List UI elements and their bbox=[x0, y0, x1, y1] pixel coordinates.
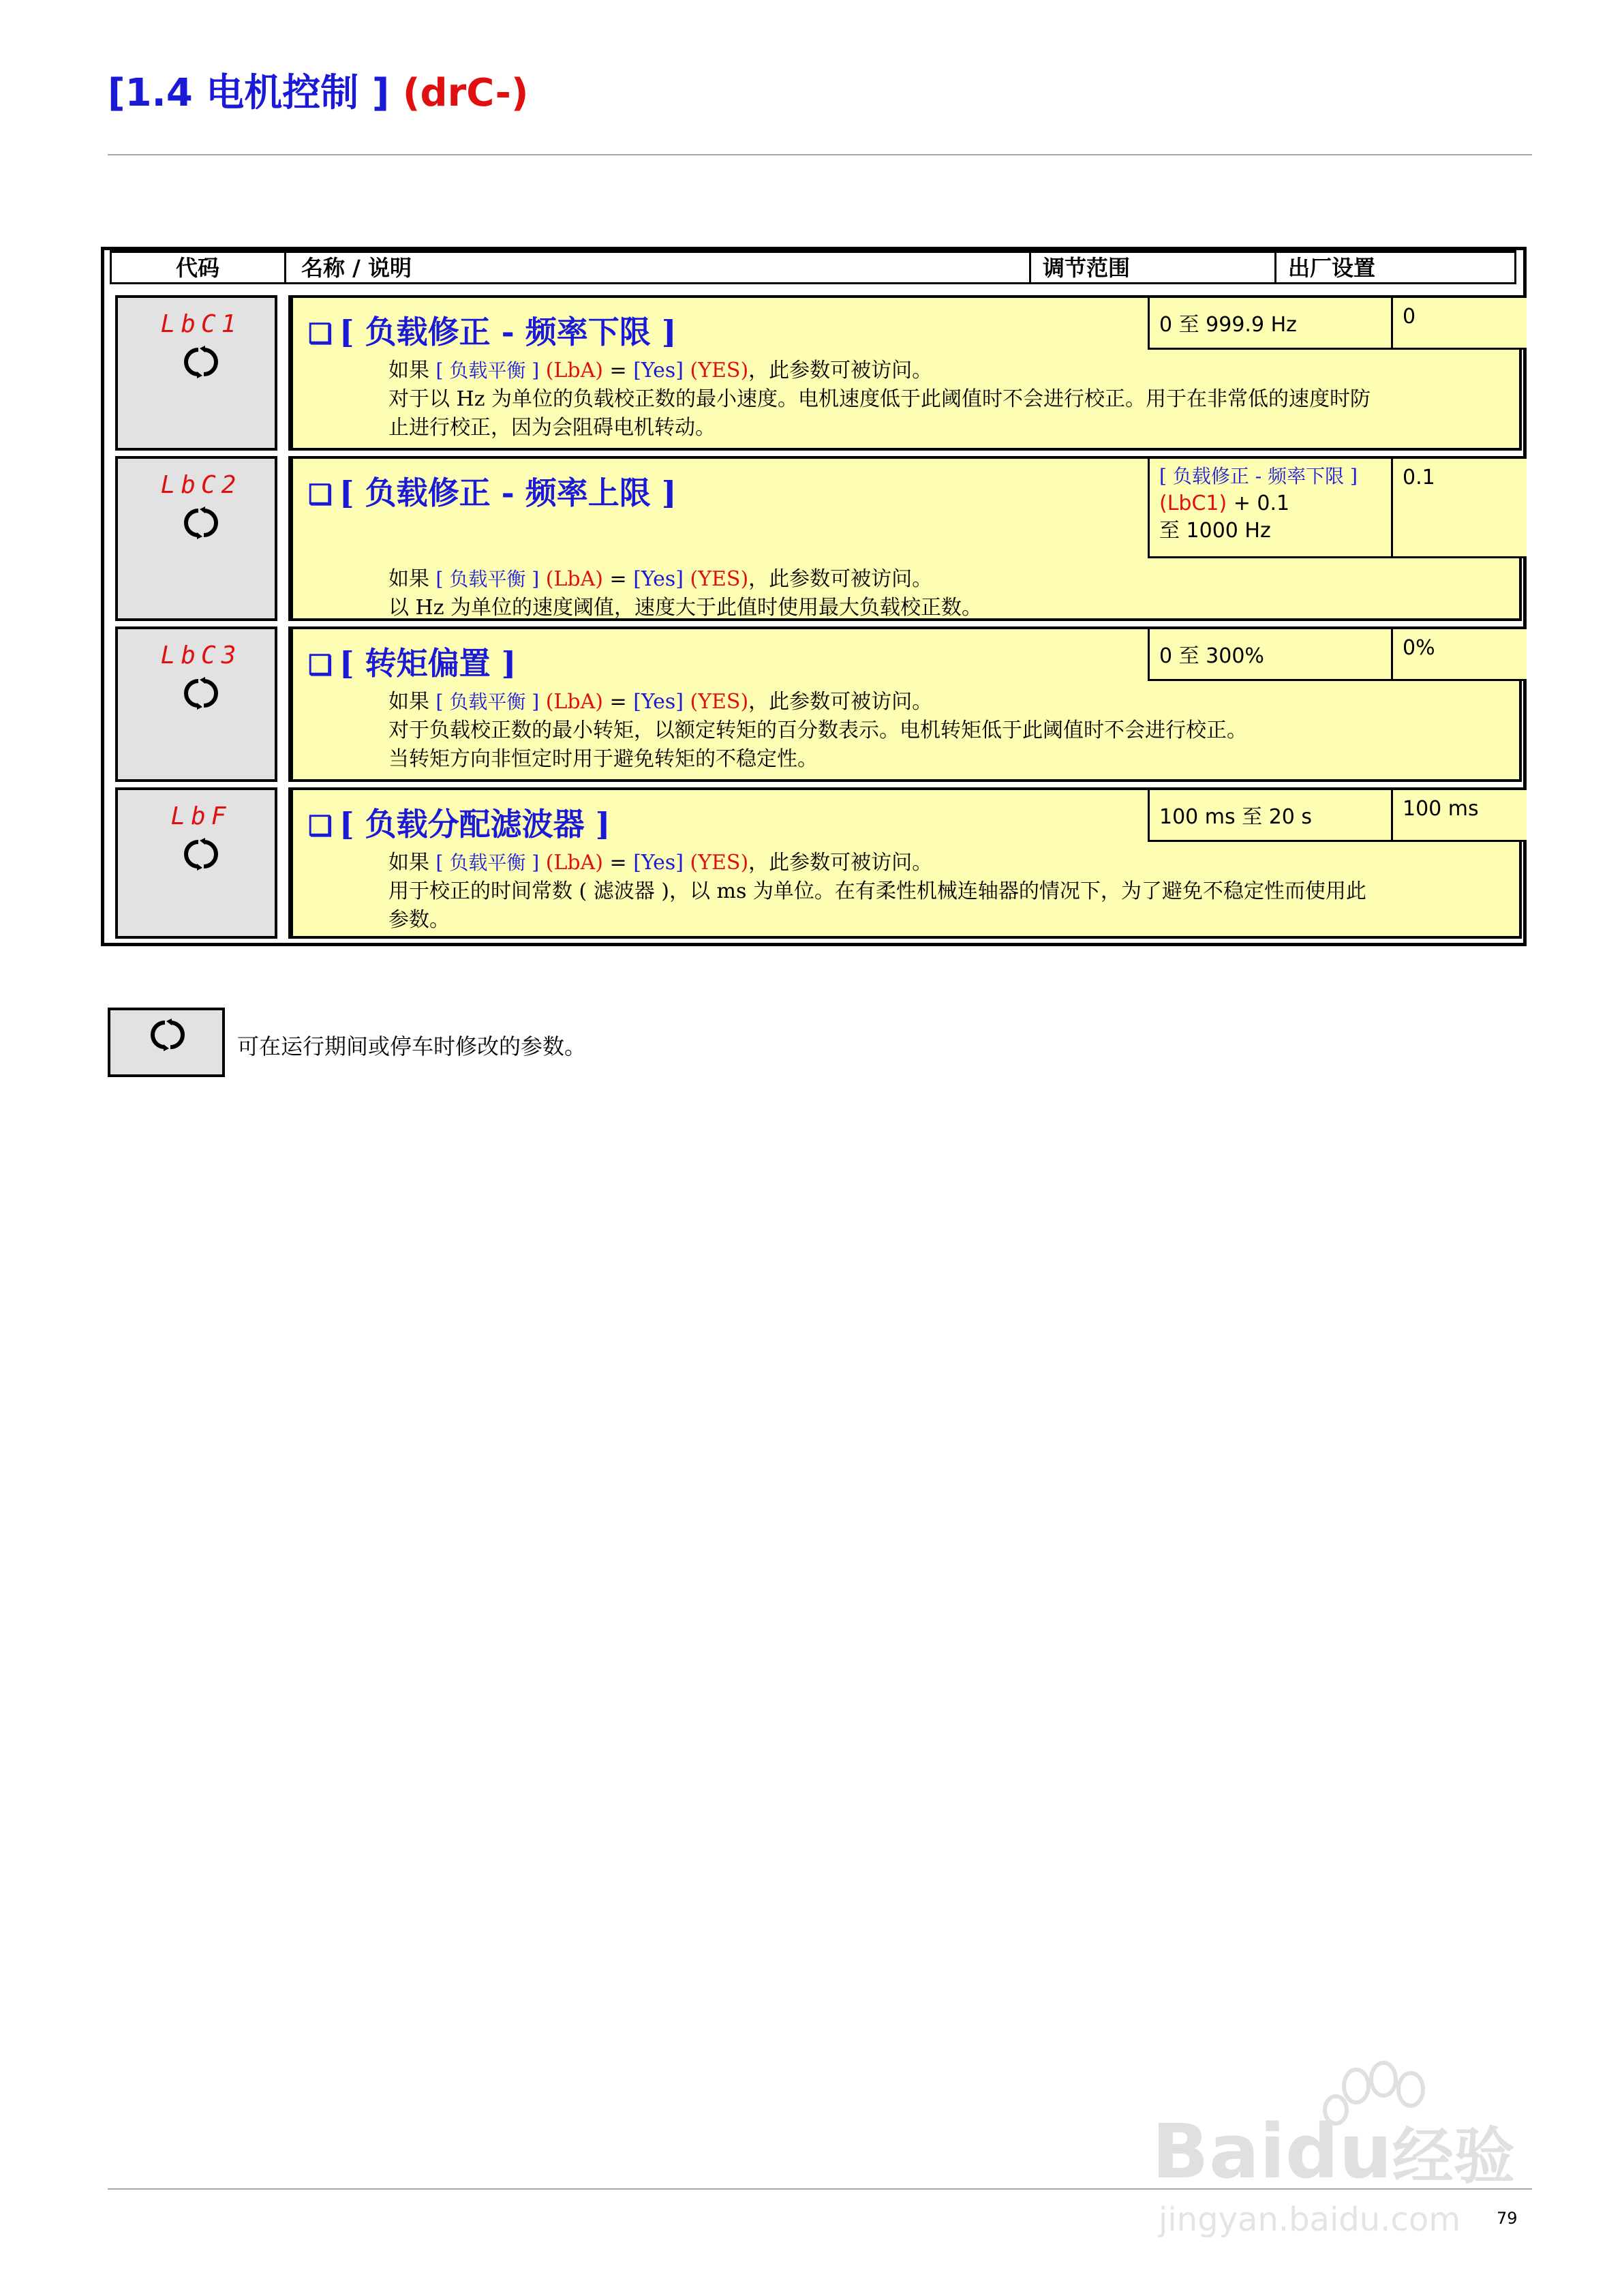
run-cycle-icon bbox=[150, 1017, 185, 1053]
range-cell: [ 负载修正 - 频率下限 ] (LbC1) + 0.1 至 1000 Hz bbox=[1148, 456, 1393, 558]
description-line: 对于负载校正数的最小转矩，以额定转矩的百分数表示。电机转矩低于此阈值时不会进行校正。 bbox=[388, 719, 1247, 742]
parameter-name: ❑ [ 负载分配滤波器 ] bbox=[308, 806, 611, 843]
range-cell bbox=[1148, 787, 1393, 842]
column-header-name: 名称 / 说明 bbox=[301, 255, 412, 281]
description-line: 参数。 bbox=[388, 908, 450, 932]
watermark-url: jingyan.baidu.com bbox=[1159, 2201, 1460, 2239]
run-cycle-icon bbox=[183, 505, 219, 541]
description-cell bbox=[288, 456, 1522, 621]
table-row bbox=[115, 787, 1522, 939]
column-header-code: 代码 bbox=[176, 255, 220, 281]
access-condition: 如果 [ 负载平衡 ] (LbA) = [Yes] (YES)，此参数可被访问。 bbox=[388, 567, 933, 591]
run-cycle-icon bbox=[183, 344, 219, 380]
run-cycle-icon bbox=[183, 676, 219, 711]
range-value: 0 至 300% bbox=[1159, 644, 1264, 668]
watermark-brand: Baidu经验 bbox=[1152, 2108, 1515, 2195]
legend-text: 可在运行期间或停车时修改的参数。 bbox=[237, 1033, 587, 1059]
description-line: 止进行校正，因为会阻碍电机转动。 bbox=[388, 416, 716, 440]
column-divider bbox=[1029, 253, 1031, 283]
parameter-name: ❑ [ 负载修正 - 频率下限 ] bbox=[308, 314, 677, 350]
code-cell bbox=[115, 456, 277, 621]
column-header-default: 出厂设置 bbox=[1288, 255, 1376, 281]
table-row bbox=[115, 456, 1522, 621]
parameter-table bbox=[101, 247, 1527, 946]
default-cell bbox=[1391, 456, 1527, 558]
header-divider bbox=[108, 154, 1532, 155]
access-condition: 如果 [ 负载平衡 ] (LbA) = [Yes] (YES)，此参数可被访问。 bbox=[388, 690, 933, 714]
title-code: (drC-) bbox=[402, 71, 529, 115]
checkbox-icon: ❑ bbox=[308, 479, 333, 511]
description-cell bbox=[288, 787, 1522, 939]
description-cell bbox=[288, 626, 1522, 782]
description-cell bbox=[288, 295, 1522, 451]
checkbox-icon: ❑ bbox=[308, 318, 333, 350]
table-header bbox=[110, 250, 1516, 284]
range-cell bbox=[1148, 295, 1393, 350]
page-number: 79 bbox=[1497, 2209, 1518, 2228]
baidu-watermark bbox=[1152, 2059, 1533, 2263]
run-cycle-icon bbox=[183, 836, 219, 872]
range-value: 100 ms 至 20 s bbox=[1159, 805, 1313, 829]
description-line: 当转矩方向非恒定时用于避免转矩的不稳定性。 bbox=[388, 747, 818, 771]
default-value: 100 ms bbox=[1403, 797, 1479, 821]
description-line: 对于以 Hz 为单位的负载校正数的最小速度。电机速度低于此阈值时不会进行校正。用于在非常低的速度时防 bbox=[388, 387, 1371, 411]
default-value: 0% bbox=[1403, 636, 1435, 660]
checkbox-icon: ❑ bbox=[308, 810, 333, 842]
column-header-range: 调节范围 bbox=[1043, 255, 1131, 281]
range-cell bbox=[1148, 626, 1393, 681]
page-title bbox=[108, 63, 528, 117]
lcd-code: LbF bbox=[170, 802, 232, 830]
description-line: 用于校正的时间常数 ( 滤波器 )，以 ms 为单位。在有柔性机械连轴器的情况下，为了避免不稳定性而使用此 bbox=[388, 879, 1366, 903]
default-cell bbox=[1391, 787, 1527, 842]
code-cell bbox=[115, 787, 277, 939]
access-condition: 如果 [ 负载平衡 ] (LbA) = [Yes] (YES)，此参数可被访问。 bbox=[388, 851, 933, 875]
code-cell bbox=[115, 626, 277, 782]
description-line: 以 Hz 为单位的速度阈值，速度大于此值时使用最大负载校正数。 bbox=[388, 596, 983, 620]
column-divider bbox=[284, 253, 286, 283]
default-cell bbox=[1391, 626, 1527, 681]
title-main: [1.4 电机控制 ] bbox=[108, 71, 390, 115]
table-row bbox=[115, 295, 1522, 451]
legend-box bbox=[108, 1008, 225, 1077]
default-value: 0.1 bbox=[1403, 466, 1435, 489]
lcd-code: LbC1 bbox=[160, 310, 242, 338]
lcd-code: LbC3 bbox=[160, 641, 242, 669]
range-value: 0 至 999.9 Hz bbox=[1159, 313, 1297, 337]
range-upper: 至 1000 Hz bbox=[1159, 519, 1271, 543]
default-cell bbox=[1391, 295, 1527, 350]
parameter-name: ❑ [ 负载修正 - 频率上限 ] bbox=[308, 474, 677, 511]
column-divider bbox=[1274, 253, 1276, 283]
code-cell bbox=[115, 295, 277, 451]
range-reference: [ 负载修正 - 频率下限 ] bbox=[1159, 465, 1358, 487]
checkbox-icon: ❑ bbox=[308, 649, 333, 681]
access-condition: 如果 [ 负载平衡 ] (LbA) = [Yes] (YES)，此参数可被访问。 bbox=[388, 359, 933, 382]
lcd-code: LbC2 bbox=[160, 471, 242, 499]
table-row bbox=[115, 626, 1522, 782]
parameter-name: ❑ [ 转矩偏置 ] bbox=[308, 645, 517, 682]
default-value: 0 bbox=[1403, 305, 1416, 329]
